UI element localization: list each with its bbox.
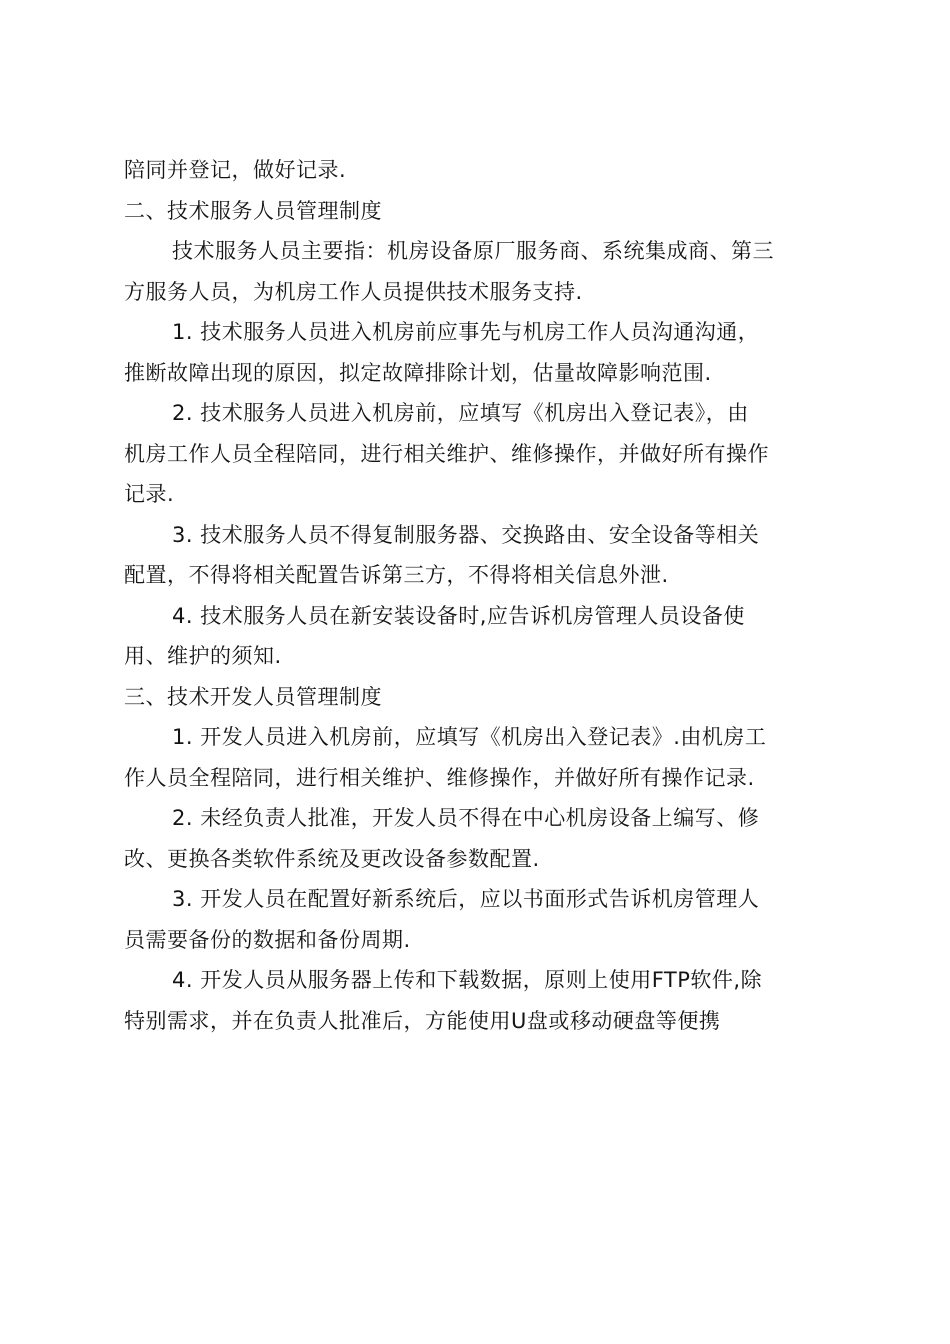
- list-item-2-1: 1. 技术服务人员进入机房前应事先与机房工作人员沟通沟通，: [172, 320, 760, 344]
- text-line-22: 特别需求，并在负责人批准后，方能使用U盘或移动硬盘等便携: [124, 1008, 721, 1033]
- text-line-4: 方服务人员，为机房工作人员提供技术服务支持.: [124, 279, 583, 304]
- text-line-11: 配置，不得将相关配置告诉第三方，不得将相关信息外泄.: [124, 563, 669, 587]
- list-item-3-2: 2. 未经负责人批准，开发人员不得在中心机房设备上编写、修: [172, 806, 760, 830]
- text-line-8: 机房工作人员全程陪同，进行相关维护、维修操作，并做好所有操作: [124, 441, 769, 466]
- text-line-18: 改、更换各类软件系统及更改设备参数配置.: [124, 846, 540, 871]
- list-item-2-2: 2. 技术服务人员进入机房前，应填写《机房出入登记表》，由: [172, 401, 749, 425]
- list-item-2-3: 3. 技术服务人员不得复制服务器、交换路由、安全设备等相关: [172, 522, 760, 547]
- list-item-3-4: 4. 开发人员从服务器上传和下载数据，原则上使用FTP软件,除: [172, 968, 763, 992]
- text-line-9: 记录.: [124, 482, 175, 506]
- list-item-3-1: 1. 开发人员进入机房前，应填写《机房出入登记表》.由机房工: [172, 725, 767, 749]
- text-line-16: 作人员全程陪同，进行相关维护、维修操作，并做好所有操作记录.: [124, 765, 755, 790]
- document-body: [124, 150, 844, 1041]
- list-item-3-3: 3. 开发人员在配置好新系统后，应以书面形式告诉机房管理人: [172, 887, 760, 911]
- text-line-20: 员需要备份的数据和备份周期.: [124, 927, 411, 952]
- section-heading-2: 二、技术服务人员管理制度: [124, 198, 382, 223]
- text-line-13: 用、维护的须知.: [124, 644, 282, 668]
- text-line-1: 陪同并登记，做好记录.: [124, 158, 347, 182]
- text-line-6: 推断故障出现的原因，拟定故障排除计划，估量故障影响范围.: [124, 360, 712, 385]
- text-line-3: 技术服务人员主要指：机房设备原厂服务商、系统集成商、第三: [172, 239, 774, 263]
- section-heading-3: 三、技术开发人员管理制度: [124, 684, 382, 709]
- list-item-2-4: 4. 技术服务人员在新安装设备时,应告诉机房管理人员设备使: [172, 603, 745, 628]
